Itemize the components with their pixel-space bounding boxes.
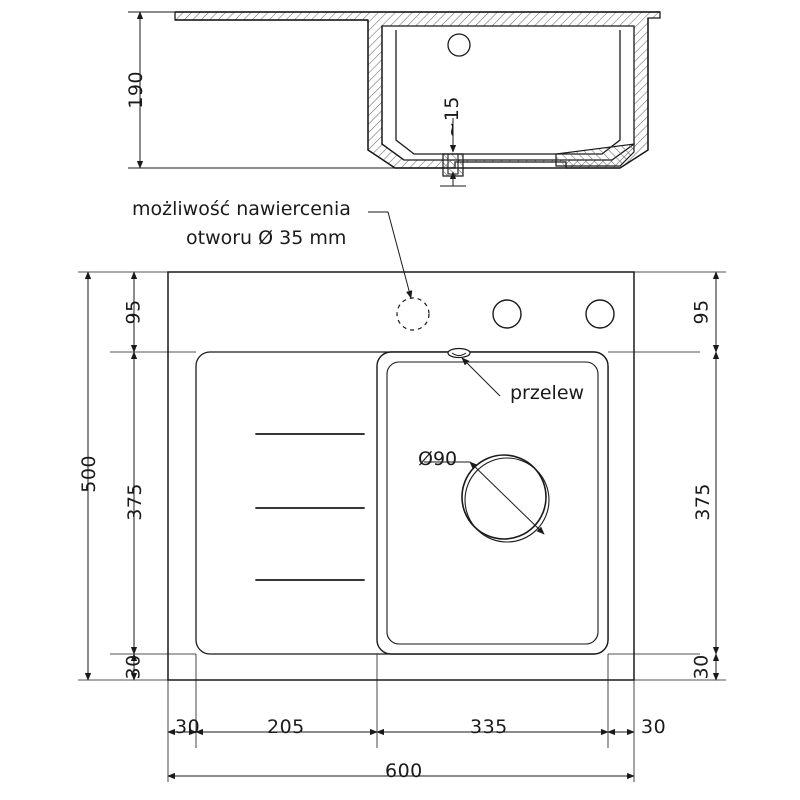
dim-label-left-500: 500 [78, 454, 101, 493]
dim-label-left-375: 375 [124, 482, 147, 521]
overflow-slot [448, 349, 470, 358]
note-line-1: możliwość nawiercenia [132, 198, 351, 220]
optional-hole-35mm [397, 298, 429, 330]
tap-hole-2 [586, 300, 614, 328]
dim-label-left-30: 30 [122, 654, 145, 680]
dim-label-bottom-205: 205 [267, 716, 305, 738]
section-tap-hole [448, 34, 470, 56]
note-line-2: otworu Ø 35 mm [186, 227, 347, 249]
dim-label-bottom-30-right: 30 [641, 716, 667, 738]
dim-label-right-30: 30 [690, 654, 713, 680]
dim-label-right-375: 375 [692, 482, 715, 521]
dim-label-left-95: 95 [122, 299, 145, 325]
dim-label-right-95: 95 [690, 299, 713, 325]
plan-view [78, 212, 726, 782]
drain-diameter-label: Ø90 [418, 448, 458, 470]
cross-section-view [128, 12, 660, 186]
dim-label-bottom-600: 600 [385, 760, 423, 782]
dim-label-190: 190 [125, 70, 148, 109]
section-bowl-cavity [396, 30, 620, 154]
dim-label-bottom-30-left: 30 [175, 716, 201, 738]
dim-label-15: ~15 [440, 96, 463, 138]
overflow-label: przelew [510, 382, 585, 404]
tap-hole-1 [493, 300, 521, 328]
dim-label-bottom-335: 335 [470, 716, 508, 738]
